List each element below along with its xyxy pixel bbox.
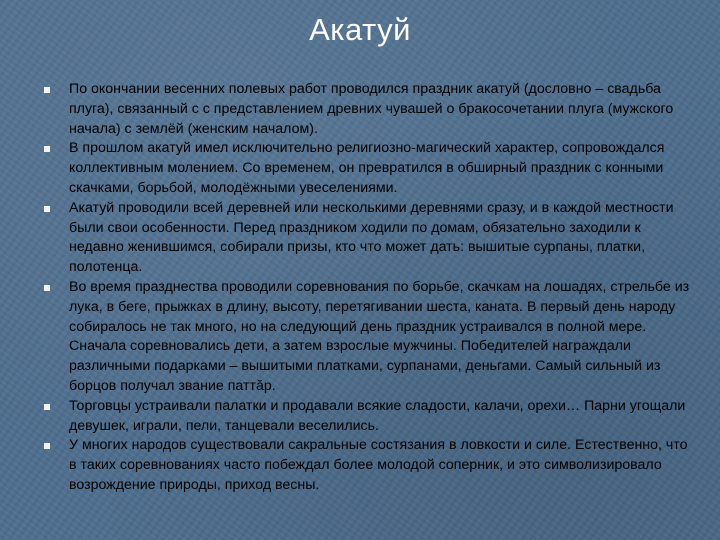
square-bullet-icon <box>44 87 50 93</box>
square-bullet-icon <box>44 146 50 152</box>
bullet-text: Акатуй проводили всей деревней или несколькими деревнями сразу, и в каждой местности были свои особенности. Перед праздником ходили по домам, обязательно заходили к недавно женившимся, собирали призы, кто что может дать: вышитые сурпаны, платки, полотенца. <box>69 199 674 276</box>
bullet-item <box>44 80 694 139</box>
square-bullet-icon <box>44 404 50 410</box>
slide-title: Акатуй <box>309 12 411 47</box>
bullet-item <box>44 436 694 495</box>
square-bullet-icon <box>44 285 50 291</box>
bullet-item <box>44 199 694 278</box>
bullet-item <box>44 278 694 397</box>
bullet-text: У многих народов существовали сакральные состязания в ловкости и силе. Естественно, что в таких соревнованиях часто побеждал более молодой соперник, и это символизировало возрождение природы, приход весны. <box>69 437 688 493</box>
bullet-text: По окончании весенних полевых работ проводился праздник акатуй (дословно – свадьба плуга), связанный с с представлением древних чувашей о бракосочетании плуга (мужского начала) с землёй (женским началом). <box>69 81 674 137</box>
square-bullet-icon <box>44 443 50 449</box>
square-bullet-icon <box>44 206 50 212</box>
bullet-text: Во время празднества проводили соревнования по борьбе, скачкам на лошадях, стрельбе из лука, в беге, прыжках в длину, высоту, перетягивании шеста, каната. В первый день народу собиралось не так много, но на следующий день праздник устраивался в полной мере. Сначала соревновались дети, а затем взрослые мужчины. Победителей награждали различными подарками – вышитыми платками, сурпанами, деньгами. Самый сильный из борцов получал звание паттăр. <box>69 278 690 394</box>
bullet-list <box>44 80 694 496</box>
bullet-text: В прошлом акатуй имел исключительно религиозно-магический характер, сопровождался коллективным молением. Со временем, он превратился в обширный праздник с конными скачками, борьбой, молодёжными увеселениями. <box>69 140 665 196</box>
bullet-item <box>44 139 694 198</box>
bullet-item <box>44 397 694 437</box>
bullet-text: Торговцы устраивали палатки и продавали всякие сладости, калачи, орехи… Парни угощали девушек, играли, пели, танцевали веселились. <box>69 397 686 434</box>
